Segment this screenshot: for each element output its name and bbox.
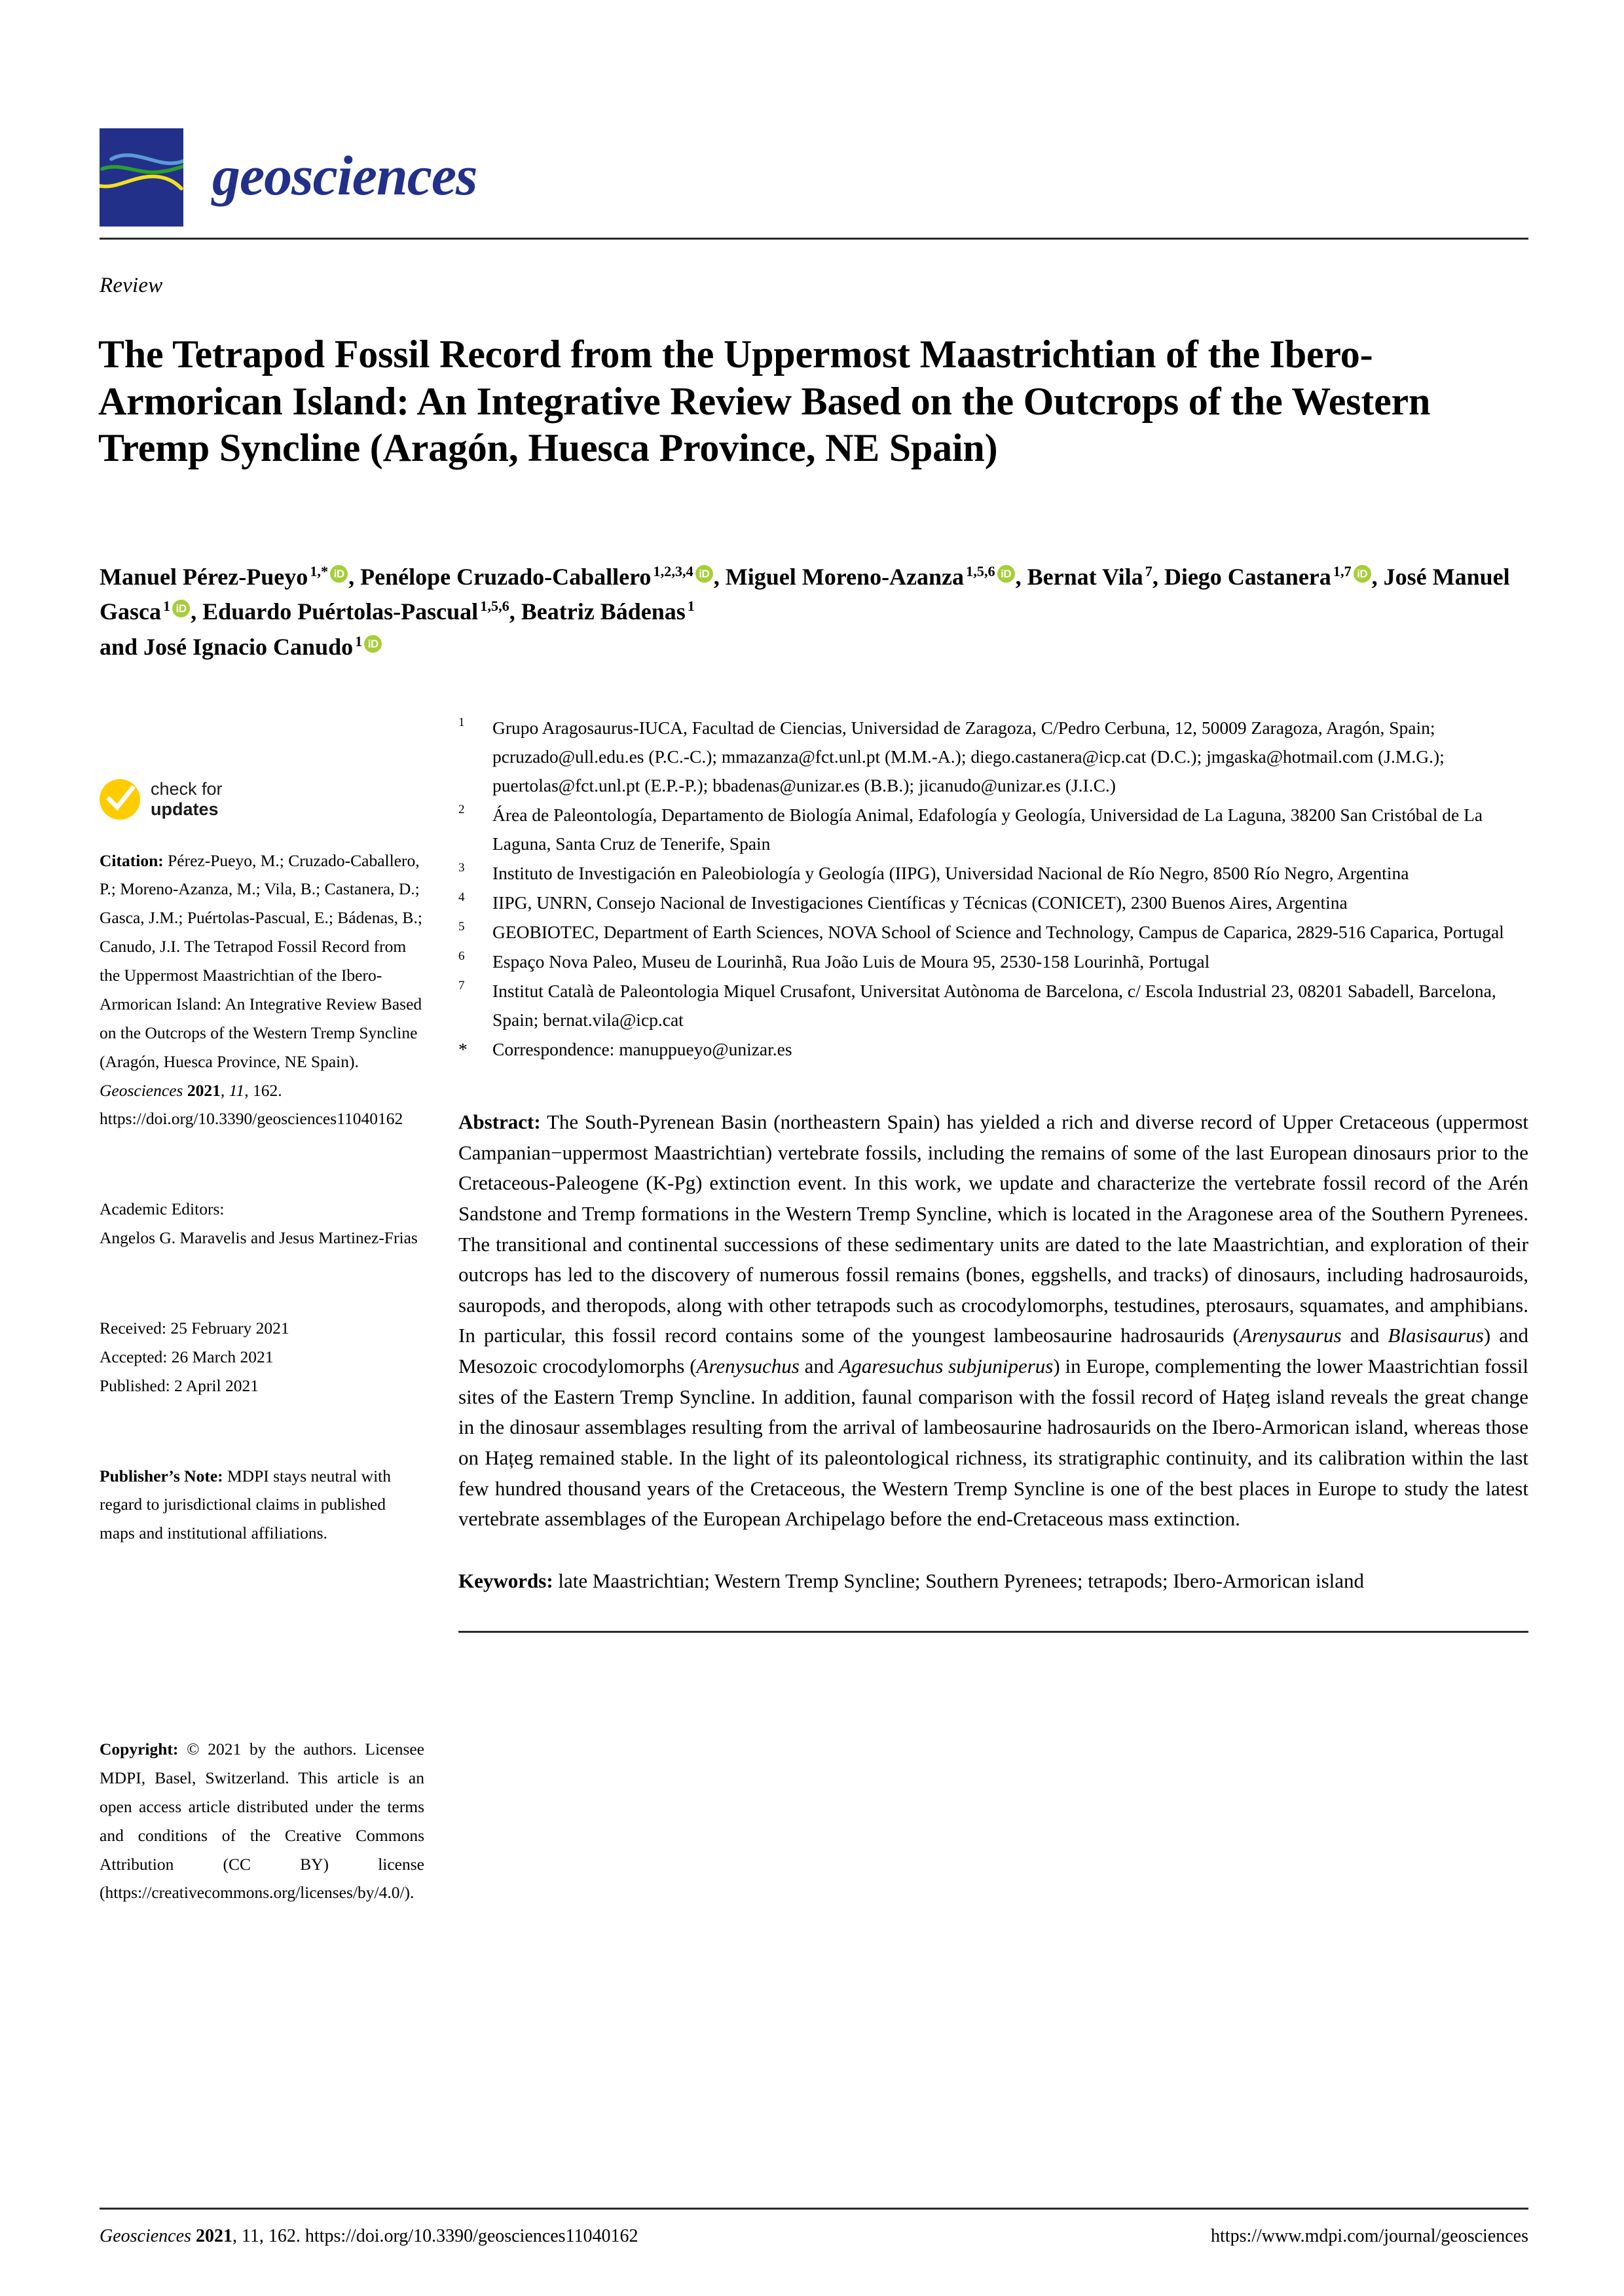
and-connector: and [100, 633, 144, 660]
affiliation-item [458, 714, 1528, 800]
page-title: The Tetrapod Fossil Record from the Uppermost Maastrichtian of the Ibero-Armorican Island: An Integrative Review Based on the Outcrops of the Western Tremp Syncline (Aragón, Huesca Province, NE Spain) [98, 333, 1431, 469]
affiliation-text: Instituto de Investigación en Paleobiología y Geología (IIPG), Universidad Nacional de Río Negro, 8500 Río Negro, Argentina [492, 863, 1409, 883]
correspondence-item [458, 1035, 1528, 1064]
citation-authors: Pérez-Pueyo, M.; Cruzado-Caballero, P.; Moreno-Azanza, M.; Vila, B.; Castanera, D.; Gasca, J.M.; Puértolas-Pascual, E.; Bádenas, B.; Canudo, J.I. The Tetrapod Fossil Record from the Uppermost Maastrichtian of the Ibero-Armorican Island: An Integrative Review Based on the Outcrops of the Western Tremp Syncline (Aragón, Huesca Province, NE Spain). [100, 850, 422, 1071]
affiliation-item [458, 859, 1528, 888]
author-name: José Manuel Gasca [100, 564, 1510, 625]
copyright-block [100, 1735, 424, 1907]
affiliation-item [458, 918, 1528, 947]
citation-pages-doi[interactable]: , 162. https://doi.org/10.3390/geosciences11040162 [100, 1080, 403, 1129]
keywords-section [458, 1566, 1528, 1597]
affiliation-text: Área de Paleontología, Departamento de Biología Animal, Edafología y Geología, Universidad de La Laguna, 38200 San Cristóbal de La Laguna, Santa Cruz de Tenerife, Spain [492, 805, 1483, 854]
author-name: Penélope Cruzado-Caballero [360, 564, 652, 590]
footer-ref[interactable]: , 11, 162. https://doi.org/10.3390/geosciences11040162 [232, 2226, 638, 2246]
accepted-date: Accepted: 26 March 2021 [100, 1347, 274, 1366]
check-for-updates-badge[interactable] [100, 779, 424, 820]
author-affil-sup: 1 [163, 598, 171, 615]
affiliation-number: 5 [458, 920, 465, 934]
academic-editors-names: Angelos G. Maravelis and Jesus Martinez-Frias [100, 1228, 418, 1248]
journal-masthead [100, 122, 1527, 233]
author-affil-sup: 1,5,6 [966, 563, 995, 579]
spacer [100, 1279, 424, 1314]
sep: , [348, 564, 361, 590]
affiliation-list [458, 714, 1528, 1064]
affiliation-number: 7 [458, 979, 465, 993]
spacer [100, 1700, 424, 1735]
author-name: Beatriz Bádenas [521, 598, 686, 625]
author-name: José Ignacio Canudo [143, 633, 354, 660]
spacer [100, 1159, 424, 1195]
author-affil-sup: 7 [1145, 563, 1153, 579]
affiliation-text: Grupo Aragosaurus-IUCA, Facultad de Ciencias, Universidad de Zaragoza, C/Pedro Cerbuna, 12, 50009 Zaragoza, Aragón, Spain; pcruzado@ull.edu.es (P.C.-C.); mmazanza@fct.unl.pt (M.M.-A.); diego.castanera@icp.cat (D.C.); jmgaska@hotmail.com (J.M.G.); puertolas@fct.unl.pt (E.P.-P.); bbadenas@unizar.es (B.B.); jicanudo@unizar.es (J.I.C.) [492, 718, 1445, 795]
article-type-label: Review [100, 274, 163, 297]
abstract-part2: and [1341, 1324, 1388, 1347]
affiliation-number: 3 [458, 861, 465, 875]
spacer [100, 1574, 424, 1637]
orcid-icon[interactable]: iD [997, 565, 1015, 583]
correspondence-marker: * [458, 1039, 468, 1059]
author-name: Diego Castanera [1164, 564, 1331, 590]
abstract-label: Abstract: [458, 1110, 541, 1133]
orcid-icon[interactable]: iD [695, 565, 713, 583]
academic-editors-label: Academic Editors: [100, 1199, 225, 1219]
abstract-part3: ) and Mesozoic crocodylomorphs ( [458, 1324, 1528, 1378]
affiliation-item [458, 801, 1528, 858]
footer-citation [100, 2226, 638, 2247]
correspondence-text[interactable]: Correspondence: manuppueyo@unizar.es [492, 1039, 792, 1059]
affiliation-text: Institut Català de Paleontologia Miquel Crusafont, Universitat Autònoma de Barcelona, c/ Escola Industrial 23, 08201 Sabadell, Barcelona, Spain; bernat.vila@icp.cat [492, 981, 1496, 1030]
main-column [458, 714, 1528, 1633]
orcid-icon[interactable]: iD [330, 565, 348, 583]
affiliation-item [458, 888, 1528, 917]
orcid-icon[interactable]: iD [172, 600, 190, 617]
geosciences-logo-mark [100, 128, 183, 227]
abstract-part4: and [799, 1355, 840, 1378]
page-footer [100, 2226, 1528, 2247]
sep: , [1152, 564, 1164, 590]
affiliation-text: Espaço Nova Paleo, Museu de Lourinhã, Rua João Luis de Moura 95, 2530-158 Lourinhã, Portugal [492, 951, 1210, 972]
publishers-note-text: MDPI stays neutral with regard to jurisdictional claims in published maps and institutional affiliations. [100, 1466, 392, 1543]
affiliation-number: 4 [458, 890, 465, 904]
author-name: Manuel Pérez-Pueyo [100, 564, 308, 590]
metadata-sidebar [100, 779, 424, 1907]
cfu-line1: check for [151, 779, 223, 799]
taxon-agaresuchus-subjuniperus: Agaresuchus subjuniperus [839, 1355, 1054, 1378]
footer-journal: Geosciences [100, 2226, 191, 2246]
author-name: Bernat Vila [1027, 564, 1143, 590]
academic-editors-block [100, 1195, 424, 1252]
author-list [100, 560, 1534, 665]
citation-year: 2021 [183, 1080, 221, 1100]
keywords-text: late Maastrichtian; Western Tremp Syncline; Southern Pyrenees; tetrapods; Ibero-Armorican island [553, 1569, 1365, 1592]
affiliation-item [458, 977, 1528, 1034]
spacer [100, 1427, 424, 1462]
orcid-icon[interactable]: iD [364, 635, 382, 653]
affiliation-text: GEOBIOTEC, Department of Earth Sciences, NOVA School of Science and Technology, Campus de Caparica, 2829-516 Caparica, Portugal [492, 922, 1504, 942]
affiliation-text: IIPG, UNRN, Consejo Nacional de Investigaciones Científicas y Técnicas (CONICET), 2300 Buenos Aires, Argentina [492, 892, 1348, 913]
affiliation-number: 6 [458, 949, 465, 963]
citation-label: Citation: [100, 850, 164, 870]
author-affil-sup: 1,2,3,4 [653, 563, 693, 579]
checkmark-icon [100, 779, 140, 820]
author-name: Miguel Moreno-Azanza [725, 564, 965, 590]
masthead-divider [100, 238, 1528, 240]
journal-name: geosciences [212, 144, 477, 207]
sep: , [1371, 564, 1384, 590]
abstract-section [458, 1107, 1528, 1535]
taxon-blasisaurus: Blasisaurus [1388, 1324, 1484, 1347]
received-date: Received: 25 February 2021 [100, 1318, 289, 1338]
author-affil-sup: 1,* [310, 563, 329, 579]
sep: , [713, 564, 726, 590]
citation-block [100, 847, 424, 1134]
abstract-part1: The South-Pyrenean Basin (northeastern Spain) has yielded a rich and diverse record of Upper Cretaceous (uppermost Campanian−uppermost Maastrichtian) vertebrate fossils, including the remains of some of the last European dinosaurs prior to the Cretaceous-Paleogene (K-Pg) extinction event. In this work, we update and characterize the vertebrate fossil record of the Arén Sandstone and Tremp formations in the Western Tremp Syncline, which is located in the Aragonese area of the Southern Pyrenees. The transitional and continental successions of these sedimentary units are dated to the late Maastrichtian, and exploration of their outcrops has led to the discovery of numerous fossil remains (bones, eggshells, and tracks) of dinosaurs, including hadrosauroids, sauropods, and theropods, along with other tetrapods such as crocodylomorphs, testudines, pterosaurs, squamates, and amphibians. In particular, this fossil record contains some of the youngest lambeosaurine hadrosaurids ( [458, 1110, 1528, 1347]
footer-year: 2021 [191, 2226, 232, 2246]
spacer [100, 1637, 424, 1700]
sep: , [509, 598, 521, 625]
author-affil-sup: 1,5,6 [480, 598, 509, 615]
taxon-arenysuchus: Arenysuchus [696, 1355, 800, 1378]
sep: , [191, 598, 203, 625]
citation-volume: , 11 [220, 1080, 245, 1100]
affiliation-number: 1 [458, 716, 465, 729]
abstract-part5: ) in Europe, complementing the lower Maastrichtian fossil sites of the Eastern Tremp Syncline. In addition, faunal comparison with the fossil record of Hațeg island reveals the great change in the dinosaur assemblages resulting from the arrival of lambeosaurine hadrosaurids on the Ibero-Armorican island, whereas those on Hațeg remained stable. In the light of its paleontological richness, its stratigraphic continuity, and its calibration within the last few hundred thousand years of the Cretaceous, the Western Tremp Syncline is one of the best places in Europe to study the latest vertebrate assemblages of the European Archipelago before the end-Cretaceous mass extinction. [458, 1355, 1529, 1531]
affiliation-item [458, 947, 1528, 976]
publishers-note-block [100, 1462, 424, 1548]
sep: , [1015, 564, 1027, 590]
check-for-updates-text [151, 779, 223, 820]
publication-dates-block [100, 1314, 424, 1400]
author-affil-sup: 1 [687, 598, 695, 615]
affiliation-number: 2 [458, 803, 465, 816]
publishers-note-label: Publisher’s Note: [100, 1466, 223, 1485]
keywords-divider [458, 1631, 1528, 1633]
orcid-icon[interactable]: iD [1354, 565, 1371, 583]
cfu-line2: updates [151, 799, 219, 820]
taxon-arenysaurus: Arenysaurus [1239, 1324, 1342, 1347]
author-affil-sup: 1,7 [1333, 563, 1352, 579]
footer-journal-url[interactable]: https://www.mdpi.com/journal/geosciences [1211, 2226, 1528, 2246]
author-affil-sup: 1 [355, 632, 363, 649]
citation-journal: Geosciences [100, 1080, 183, 1100]
copyright-label: Copyright: [100, 1740, 179, 1759]
published-date: Published: 2 April 2021 [100, 1376, 259, 1395]
author-name: Eduardo Puértolas-Pascual [202, 598, 479, 625]
copyright-text[interactable]: © 2021 by the authors. Licensee MDPI, Basel, Switzerland. This article is an open access article distributed under the terms and conditions of the Creative Commons Attribution (CC BY) license (https://creativecommons.org/licenses/by/4.0/). [100, 1740, 424, 1903]
keywords-label: Keywords: [458, 1569, 553, 1592]
footer-divider [100, 2208, 1528, 2210]
